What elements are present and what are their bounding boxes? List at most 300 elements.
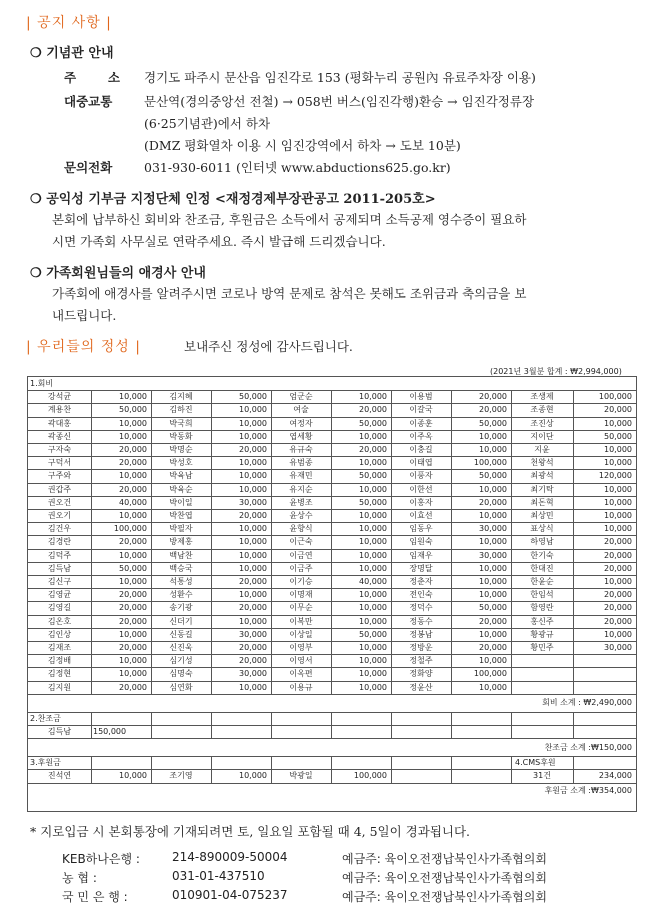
- column-line: [511, 756, 512, 782]
- donor-name: 성환수: [169, 590, 193, 600]
- donor-name: 구자숙: [47, 445, 72, 454]
- donor-amount: 10,000: [119, 669, 147, 679]
- donor-amount: 10,000: [359, 458, 387, 468]
- donor-name: 조진상: [530, 418, 554, 428]
- donor-name: 이갈국: [409, 405, 433, 415]
- donor-amount: 10,000: [239, 458, 267, 468]
- donor-amount: 10,000: [479, 431, 507, 441]
- circle-bullet-icon: ❍: [30, 192, 42, 207]
- memorial-heading-row: [30, 42, 114, 61]
- column-line: [211, 390, 212, 694]
- donor-name: 신진욱: [169, 643, 193, 652]
- donor-amount: 20,000: [359, 405, 387, 415]
- donor-name: 김정배: [47, 656, 72, 666]
- donor-amount: 20,000: [479, 497, 507, 507]
- sponsor-subtotal: 찬조금 소계 :₩150,000: [544, 743, 632, 753]
- donor-amount: 10,000: [359, 590, 387, 600]
- donor-name: 김재조: [47, 643, 72, 652]
- donor-name: 이주옥: [409, 431, 433, 441]
- donor-name: 방제홍: [169, 537, 193, 547]
- supporter-amount: 100,000: [353, 771, 387, 781]
- donor-name: 임재우: [409, 550, 433, 560]
- supporter-name: 진석연: [47, 771, 72, 781]
- donor-amount: 10,000: [119, 656, 147, 666]
- column-line: [391, 712, 392, 738]
- donor-name: 이옥편: [289, 669, 313, 679]
- donor-name: 최돈혁: [530, 497, 554, 507]
- donor-amount: 10,000: [604, 445, 632, 454]
- column-line: [451, 756, 452, 782]
- donor-amount: 10,000: [604, 577, 632, 586]
- donor-name: 김인상: [47, 629, 72, 639]
- donor-name: 심연화: [169, 682, 193, 692]
- donor-amount: 10,000: [239, 682, 267, 692]
- support-subtotal: 후원금 소계 :₩354,000: [544, 785, 632, 795]
- donor-amount: 40,000: [119, 497, 147, 507]
- donor-amount: 30,000: [604, 643, 632, 652]
- fees-label: 1.회비: [30, 379, 54, 388]
- cms-label: 4.CMS후원: [515, 758, 556, 768]
- donor-name: 윤향식: [289, 524, 313, 534]
- donor-name: 지이단: [530, 431, 554, 441]
- donor-amount: 10,000: [359, 524, 387, 534]
- donor-name: 이기승: [289, 577, 313, 586]
- donor-amount: 10,000: [359, 563, 387, 573]
- column-line: [91, 390, 92, 694]
- donor-amount: 10,000: [359, 537, 387, 547]
- donor-name: 조종현: [530, 405, 554, 415]
- donor-amount: 10,000: [239, 563, 267, 573]
- donor-name: 계용찬: [47, 405, 72, 415]
- donor-amount: 20,000: [479, 392, 507, 402]
- donor-amount: 10,000: [239, 616, 267, 626]
- column-line: [271, 712, 272, 738]
- donor-name: 김경란: [47, 537, 72, 547]
- donor-name: 이상일: [289, 629, 313, 639]
- donor-amount: 10,000: [479, 537, 507, 547]
- donor-amount: 20,000: [239, 445, 267, 454]
- column-line: [451, 390, 452, 694]
- donation-org-line-2: 시면 가족회 사무실로 연락주세요. 즉시 발급해 드리겠습니다.: [52, 234, 386, 249]
- donor-amount: 20,000: [119, 643, 147, 652]
- fees-subtotal: 회비 소계 : ₩2,490,000: [542, 697, 632, 707]
- column-line: [211, 756, 212, 782]
- row-line: [28, 738, 636, 739]
- column-line: [151, 390, 152, 694]
- column-line: [271, 390, 272, 694]
- donor-amount: 10,000: [604, 497, 632, 507]
- donor-name: 정봉남: [409, 629, 433, 639]
- donor-name: 이금주: [289, 563, 313, 573]
- donor-name: 권갑주: [47, 484, 72, 494]
- donor-name: 여술: [293, 405, 309, 415]
- account-holder-2: 예금주: 육이오전쟁납북인사가족협의회: [342, 871, 547, 885]
- column-line: [91, 712, 92, 738]
- donations-total-note: (2021년 3월분 합계 : ₩2,994,000): [490, 367, 622, 376]
- donor-name: 송기광: [169, 603, 193, 613]
- donor-amount: 20,000: [119, 484, 147, 494]
- donor-amount: 10,000: [359, 603, 387, 613]
- donor-amount: 10,000: [604, 524, 632, 534]
- donor-name: 전인숙: [409, 590, 433, 600]
- donor-amount: 10,000: [604, 418, 632, 428]
- donor-name: 박성호: [169, 458, 193, 468]
- donor-name: 심기성: [169, 656, 193, 666]
- donor-amount: 50,000: [359, 471, 387, 481]
- transit-label: 대중교통: [64, 94, 113, 109]
- donor-name: 김영길: [47, 603, 72, 613]
- donor-amount: 100,000: [598, 392, 632, 402]
- row-line: [28, 783, 636, 784]
- donor-amount: 20,000: [604, 590, 632, 600]
- account-bank-3: 국 민 은 행 :: [62, 890, 128, 904]
- memorial-heading: 기념관 안내: [46, 46, 114, 61]
- column-line: [511, 390, 512, 694]
- donor-amount: 10,000: [239, 471, 267, 481]
- donor-amount: 10,000: [119, 577, 147, 586]
- donor-amount: 20,000: [119, 603, 147, 613]
- donor-amount: 50,000: [239, 392, 267, 402]
- donor-name: 박동화: [169, 431, 193, 441]
- donor-name: 구덕서: [47, 458, 72, 468]
- donor-name: 임동우: [409, 524, 433, 534]
- giro-note: * 지로입금 시 본회통장에 기재되려면 토, 일요일 포함될 때 4, 5일이 경과됩니다.: [30, 824, 471, 839]
- donor-amount: 50,000: [359, 497, 387, 507]
- column-line: [573, 712, 574, 738]
- account-holder-3: 예금주: 육이오전쟁납북인사가족협의회: [342, 890, 547, 904]
- donor-name: 장명달: [409, 563, 433, 573]
- donor-name: 이용범: [409, 392, 433, 402]
- donor-name: 조생제: [530, 392, 554, 402]
- donor-amount: 20,000: [604, 563, 632, 573]
- donor-amount: 30,000: [239, 497, 267, 507]
- donor-name: 이홍자: [409, 497, 433, 507]
- donor-name: 천왕석: [530, 458, 554, 468]
- donor-amount: 20,000: [119, 458, 147, 468]
- donor-amount: 20,000: [239, 511, 267, 520]
- donor-name: 심명숙: [169, 669, 193, 679]
- account-number-2: 031-01-437510: [172, 869, 265, 883]
- donor-amount: 20,000: [604, 405, 632, 415]
- donor-amount: 20,000: [479, 643, 507, 652]
- donor-name: 이무순: [289, 603, 313, 613]
- account-bank-2: 농 협 :: [62, 871, 97, 885]
- donations-table: [27, 376, 637, 812]
- donor-amount: 10,000: [239, 590, 267, 600]
- donor-amount: 10,000: [239, 484, 267, 494]
- donor-amount: 100,000: [113, 524, 147, 534]
- column-line: [331, 756, 332, 782]
- column-line: [151, 712, 152, 738]
- donor-name: 최상민: [530, 511, 554, 520]
- column-line: [331, 712, 332, 738]
- donor-name: 박찬엽: [169, 511, 193, 520]
- supporter-amount: 10,000: [119, 771, 147, 781]
- donor-name: 이영서: [289, 656, 313, 666]
- column-line: [451, 712, 452, 738]
- donor-name: 박육남: [169, 471, 193, 481]
- donor-name: 김건우: [47, 524, 72, 534]
- transit-line-2: (6·25기념관)에서 하차: [144, 116, 271, 131]
- donor-amount: 20,000: [604, 616, 632, 626]
- donor-name: 신동길: [169, 629, 193, 639]
- donor-amount: 10,000: [359, 511, 387, 520]
- donor-amount: 40,000: [359, 577, 387, 586]
- donor-name: 유지순: [289, 484, 313, 494]
- donor-amount: 10,000: [359, 392, 387, 402]
- donor-name: 이명재: [289, 590, 313, 600]
- donor-amount: 50,000: [359, 629, 387, 639]
- donor-name: 김하진: [169, 405, 193, 415]
- account-number-3: 010901-04-075237: [172, 888, 288, 902]
- donor-name: 정춘자: [409, 577, 433, 586]
- donor-amount: 10,000: [119, 418, 147, 428]
- donor-name: 강석균: [47, 392, 72, 402]
- donor-amount: 10,000: [479, 563, 507, 573]
- donor-amount: 50,000: [479, 418, 507, 428]
- donor-name: 정윤산: [409, 682, 433, 692]
- donor-name: 이근숙: [289, 537, 313, 547]
- supporter-name: 조기영: [169, 771, 193, 781]
- donor-name: 백남찬: [169, 550, 193, 560]
- donor-amount: 100,000: [473, 458, 507, 468]
- donor-amount: 10,000: [479, 484, 507, 494]
- donor-name: 함영란: [530, 603, 554, 613]
- donor-name: 박국희: [169, 418, 193, 428]
- donor-name: 정동수: [409, 616, 433, 626]
- donor-amount: 10,000: [239, 524, 267, 534]
- support-label: 3.후원금: [30, 758, 61, 768]
- donor-name: 박필자: [169, 524, 193, 534]
- donor-amount: 10,000: [604, 511, 632, 520]
- donor-amount: 10,000: [119, 629, 147, 639]
- notice-title: | 공지 사항 |: [26, 15, 112, 31]
- donor-name: 윤상수: [289, 511, 313, 520]
- donation-org-heading: 공익성 기부금 지정단체 인정 <재정경제부장관공고 2011-205호>: [46, 192, 436, 207]
- donor-name: 표상식: [530, 524, 554, 534]
- donor-name: 이복만: [289, 616, 313, 626]
- address-label: 주 소: [64, 70, 120, 85]
- donor-amount: 10,000: [359, 656, 387, 666]
- condolence-heading: 가족회원님들의 애경사 안내: [46, 266, 206, 281]
- donor-name: 김온호: [47, 616, 72, 626]
- donor-name: 이금연: [289, 550, 313, 560]
- donor-name: 김덕주: [47, 550, 72, 560]
- donor-amount: 30,000: [479, 524, 507, 534]
- donor-amount: 20,000: [239, 577, 267, 586]
- cms-amount: 234,000: [598, 771, 632, 781]
- condolence-line-2: 내드립니다.: [52, 308, 117, 323]
- donor-amount: 10,000: [604, 629, 632, 639]
- sponsor-label: 2.찬조금: [30, 713, 61, 723]
- donor-name: 이풍자: [409, 471, 433, 481]
- phone-text: 031-930-6011 (인터넷 www.abductions625.go.kr): [144, 160, 451, 175]
- sponsor-name: 김득남: [47, 727, 72, 736]
- donor-amount: 10,000: [359, 682, 387, 692]
- donor-amount: 10,000: [359, 669, 387, 679]
- donor-amount: 10,000: [239, 418, 267, 428]
- donor-amount: 10,000: [479, 682, 507, 692]
- circle-bullet-icon: ❍: [30, 266, 42, 281]
- donor-name: 박이일: [169, 497, 193, 507]
- transit-line-1: 문산역(경의중앙선 전철) → 058번 버스(임진각행)환승 → 임진각정류장: [144, 94, 535, 109]
- donor-name: 황민주: [530, 643, 554, 652]
- donor-amount: 10,000: [119, 392, 147, 402]
- donor-amount: 10,000: [479, 511, 507, 520]
- condolence-line-1: 가족회에 애경사를 알려주시면 코로나 방역 문제로 참석은 못해도 조위금과 축의금을 보: [52, 286, 527, 301]
- donor-name: 엽세황: [289, 431, 313, 441]
- column-line: [271, 756, 272, 782]
- donor-amount: 20,000: [479, 616, 507, 626]
- column-line: [151, 756, 152, 782]
- donor-amount: 10,000: [359, 550, 387, 560]
- donor-amount: 20,000: [604, 603, 632, 613]
- donor-name: 엄군순: [289, 392, 313, 402]
- donor-name: 정방운: [409, 643, 433, 652]
- donor-amount: 50,000: [119, 563, 147, 573]
- donor-name: 유범종: [289, 458, 313, 468]
- donor-name: 권오건: [47, 497, 72, 507]
- column-line: [211, 712, 212, 738]
- donor-name: 백승국: [169, 563, 193, 573]
- donor-name: 신더기: [169, 616, 193, 626]
- donor-amount: 50,000: [479, 471, 507, 481]
- donor-amount: 10,000: [239, 405, 267, 415]
- donor-name: 김영균: [47, 590, 72, 600]
- donor-name: 유재민: [289, 471, 313, 481]
- donor-amount: 20,000: [604, 537, 632, 547]
- donor-amount: 10,000: [479, 629, 507, 639]
- donor-amount: 20,000: [479, 405, 507, 415]
- donor-amount: 10,000: [359, 484, 387, 494]
- donor-amount: 10,000: [119, 431, 147, 441]
- donor-name: 이용규: [289, 682, 313, 692]
- address-text: 경기도 파주시 문산읍 임진각로 153 (평화누리 공원內 유료주차장 이용): [144, 70, 536, 85]
- donor-name: 김신구: [47, 577, 72, 586]
- donor-amount: 20,000: [119, 590, 147, 600]
- section-line: [28, 712, 636, 713]
- donor-name: 이효선: [409, 511, 433, 520]
- transit-line-3: (DMZ 평화열차 이용 시 임진강역에서 하차 → 도보 10분): [144, 138, 461, 153]
- donor-name: 이종훈: [409, 418, 433, 428]
- donor-amount: 10,000: [239, 431, 267, 441]
- donor-amount: 10,000: [359, 643, 387, 652]
- sponsor-amount: 150,000: [93, 727, 127, 736]
- donor-amount: 20,000: [119, 616, 147, 626]
- donor-amount: 50,000: [479, 603, 507, 613]
- donor-name: 지윤: [534, 445, 550, 454]
- donor-amount: 20,000: [239, 603, 267, 613]
- donor-name: 곽종신: [47, 431, 72, 441]
- donor-amount: 10,000: [239, 550, 267, 560]
- donor-name: 구주와: [47, 471, 72, 481]
- donor-name: 김지원: [47, 682, 72, 692]
- donor-name: 여정자: [289, 418, 313, 428]
- row-line: [28, 694, 636, 695]
- donor-name: 한임석: [530, 590, 554, 600]
- donor-amount: 10,000: [604, 484, 632, 494]
- column-line: [391, 756, 392, 782]
- donor-name: 하영남: [530, 537, 554, 547]
- donor-amount: 20,000: [359, 445, 387, 454]
- supporter-amount: 10,000: [239, 771, 267, 781]
- account-number-1: 214-890009-50004: [172, 850, 288, 864]
- donor-amount: 10,000: [119, 550, 147, 560]
- donor-amount: 10,000: [119, 471, 147, 481]
- donor-name: 최기탁: [530, 484, 554, 494]
- donor-name: 이태엽: [409, 458, 433, 468]
- donor-amount: 10,000: [239, 537, 267, 547]
- donor-name: 권오기: [47, 511, 72, 520]
- phone-label: 문의전화: [64, 160, 113, 175]
- donor-amount: 120,000: [598, 471, 632, 481]
- donor-name: 김득남: [47, 563, 72, 573]
- column-line: [331, 390, 332, 694]
- donor-amount: 30,000: [239, 669, 267, 679]
- donor-name: 석통성: [169, 577, 193, 586]
- donor-name: 이영부: [289, 643, 313, 652]
- donor-amount: 20,000: [239, 656, 267, 666]
- donor-name: 윤병조: [289, 497, 313, 507]
- donor-amount: 10,000: [359, 616, 387, 626]
- column-line: [573, 390, 574, 694]
- donor-name: 한윤순: [530, 577, 554, 586]
- donor-amount: 10,000: [479, 577, 507, 586]
- donation-org-line-1: 본회에 납부하신 회비와 찬조금, 후원금은 소득에서 공제되며 소득공제 영수증이 필요하: [52, 212, 527, 227]
- donor-name: 김정현: [47, 669, 72, 679]
- donor-name: 유규숙: [289, 445, 313, 454]
- donations-subtitle: 보내주신 정성에 감사드립니다.: [184, 339, 353, 354]
- cms-count: 31건: [533, 771, 551, 781]
- donor-name: 황광규: [530, 629, 554, 639]
- donor-name: 김지혜: [169, 392, 193, 402]
- donor-amount: 30,000: [239, 629, 267, 639]
- donor-name: 홍신주: [530, 616, 554, 626]
- account-bank-1: KEB하나은행 :: [62, 852, 140, 866]
- donor-name: 임원숙: [409, 537, 433, 547]
- donor-amount: 30,000: [479, 550, 507, 560]
- donation-org-heading-row: [30, 188, 436, 207]
- donor-amount: 10,000: [604, 458, 632, 468]
- donor-amount: 10,000: [359, 431, 387, 441]
- donor-amount: 10,000: [479, 445, 507, 454]
- donations-title: | 우리들의 정성 |: [26, 339, 141, 355]
- donor-amount: 20,000: [119, 445, 147, 454]
- donor-amount: 100,000: [473, 669, 507, 679]
- circle-bullet-icon: ❍: [30, 46, 42, 61]
- donor-amount: 20,000: [604, 550, 632, 560]
- donor-name: 한기숙: [530, 550, 554, 560]
- donor-name: 한대진: [530, 563, 554, 573]
- donor-amount: 10,000: [479, 590, 507, 600]
- column-line: [391, 390, 392, 694]
- column-line: [91, 756, 92, 782]
- donor-name: 곽대홍: [47, 418, 72, 428]
- donor-amount: 20,000: [239, 643, 267, 652]
- donor-amount: 50,000: [119, 405, 147, 415]
- condolence-heading-row: [30, 262, 206, 281]
- donor-amount: 10,000: [479, 656, 507, 666]
- donor-name: 이한선: [409, 484, 433, 494]
- account-holder-1: 예금주: 육이오전쟁납북인사가족협의회: [342, 852, 547, 866]
- donor-name: 정화양: [409, 669, 433, 679]
- donor-name: 정철주: [409, 656, 433, 666]
- donor-name: 이충길: [409, 445, 433, 454]
- donor-amount: 50,000: [359, 418, 387, 428]
- donor-name: 박명순: [169, 445, 193, 454]
- donor-name: 정덕수: [409, 603, 433, 613]
- column-line: [511, 712, 512, 738]
